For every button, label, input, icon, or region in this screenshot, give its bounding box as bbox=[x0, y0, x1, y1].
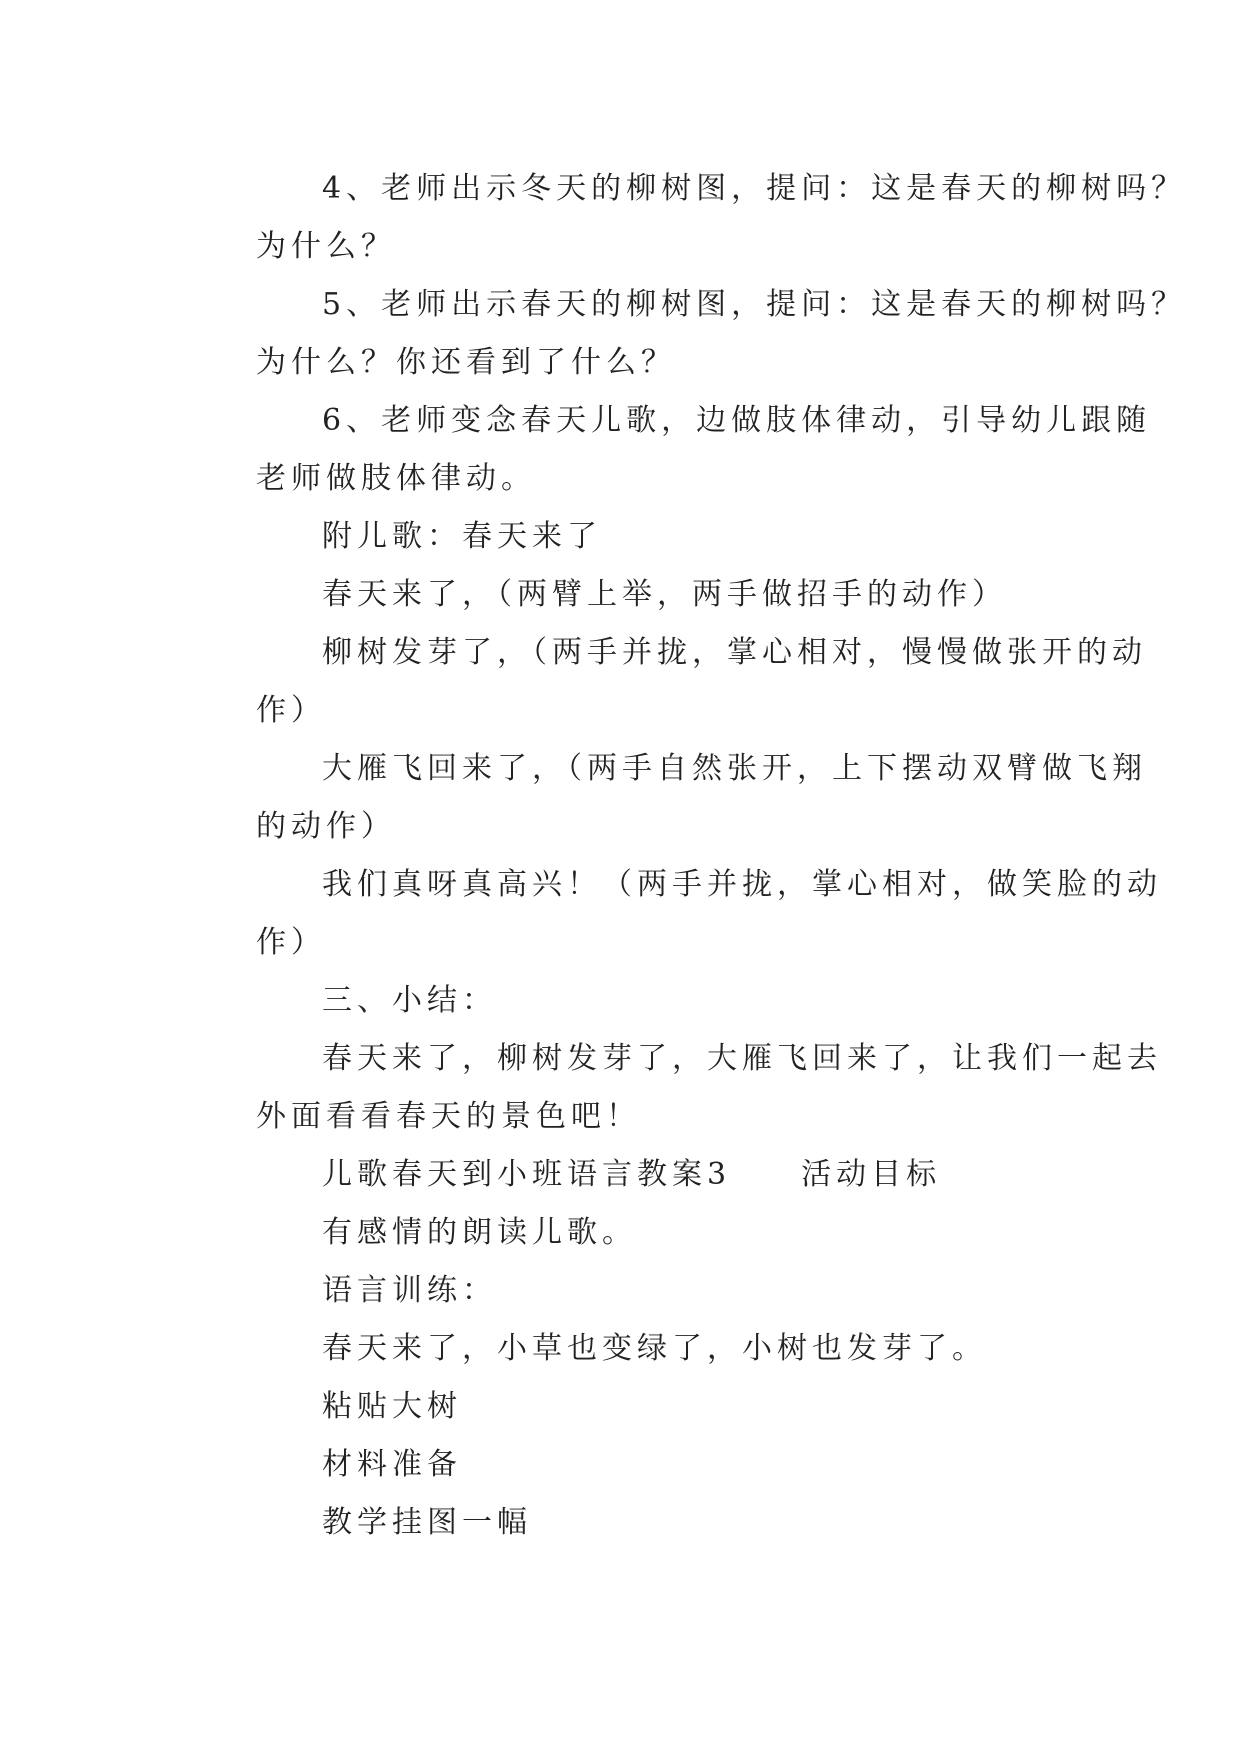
text-line: 有感情的朗读儿歌。 bbox=[322, 1215, 637, 1250]
text-line: 作） bbox=[256, 693, 326, 728]
text-line: 外面看看春天的景色吧！ bbox=[256, 1099, 641, 1134]
paragraph-goal bbox=[190, 1204, 1056, 1262]
text-line: 5、老师出示春天的柳树图，提问：这是春天的柳树吗？ bbox=[322, 287, 1187, 322]
paragraph-song-line-1 bbox=[190, 566, 1056, 624]
text-line: 春天来了，柳树发芽了，大雁飞回来了，让我们一起去 bbox=[322, 1041, 1162, 1076]
text-line: 我们真呀真高兴！（两手并拢，掌心相对，做笑脸的动 bbox=[322, 867, 1162, 902]
text-line: 作） bbox=[256, 925, 326, 960]
paragraph-paste-tree bbox=[190, 1378, 1056, 1436]
text-line: 附儿歌：春天来了 bbox=[322, 519, 602, 554]
paragraph-step-6 bbox=[190, 392, 1152, 508]
paragraph-song-line-4 bbox=[190, 856, 1162, 972]
text-line: 材料准备 bbox=[322, 1447, 462, 1482]
lesson-title: 儿歌春天到小班语言教案3 bbox=[322, 1157, 732, 1192]
text-line: 为什么？你还看到了什么？ bbox=[256, 345, 676, 380]
text-line: 春天来了，（两臂上举，两手做招手的动作） bbox=[322, 577, 1007, 612]
paragraph-summary-body bbox=[190, 1030, 1162, 1146]
paragraph-materials bbox=[190, 1436, 1056, 1494]
paragraph-song-line-2 bbox=[190, 624, 1147, 740]
paragraph-step-5 bbox=[190, 276, 1187, 392]
text-line: 老师做肢体律动。 bbox=[256, 461, 536, 496]
text-line: 为什么？ bbox=[256, 229, 396, 264]
text-line: 柳树发芽了，（两手并拢，掌心相对，慢慢做张开的动 bbox=[322, 635, 1147, 670]
text-line: 教学挂图一幅 bbox=[322, 1505, 532, 1540]
paragraph-summary-heading bbox=[190, 972, 1056, 1030]
text-line: 大雁飞回来了，（两手自然张开，上下摆动双臂做飞翔 bbox=[322, 751, 1147, 786]
text-line: 6、老师变念春天儿歌，边做肢体律动，引导幼儿跟随 bbox=[322, 403, 1152, 438]
document-body bbox=[190, 160, 1187, 1552]
text-line: 三、小结： bbox=[322, 983, 497, 1018]
text-line: 语言训练： bbox=[322, 1273, 497, 1308]
text-line: 4、老师出示冬天的柳树图，提问：这是春天的柳树吗？ bbox=[322, 171, 1187, 206]
paragraph-training-sentence bbox=[190, 1320, 1056, 1378]
text-line: 的动作） bbox=[256, 809, 396, 844]
activity-goal-label: 活动目标 bbox=[801, 1157, 942, 1192]
paragraph-lesson-3-title bbox=[190, 1146, 1056, 1204]
paragraph-step-4 bbox=[190, 160, 1187, 276]
paragraph-wall-chart bbox=[190, 1494, 1056, 1552]
text-line bbox=[190, 1146, 1056, 1204]
paragraph-language-training bbox=[190, 1262, 1056, 1320]
text-line: 粘贴大树 bbox=[322, 1389, 462, 1424]
paragraph-song-title bbox=[190, 508, 1056, 566]
text-line: 春天来了，小草也变绿了，小树也发芽了。 bbox=[322, 1331, 987, 1366]
paragraph-song-line-3 bbox=[190, 740, 1147, 856]
